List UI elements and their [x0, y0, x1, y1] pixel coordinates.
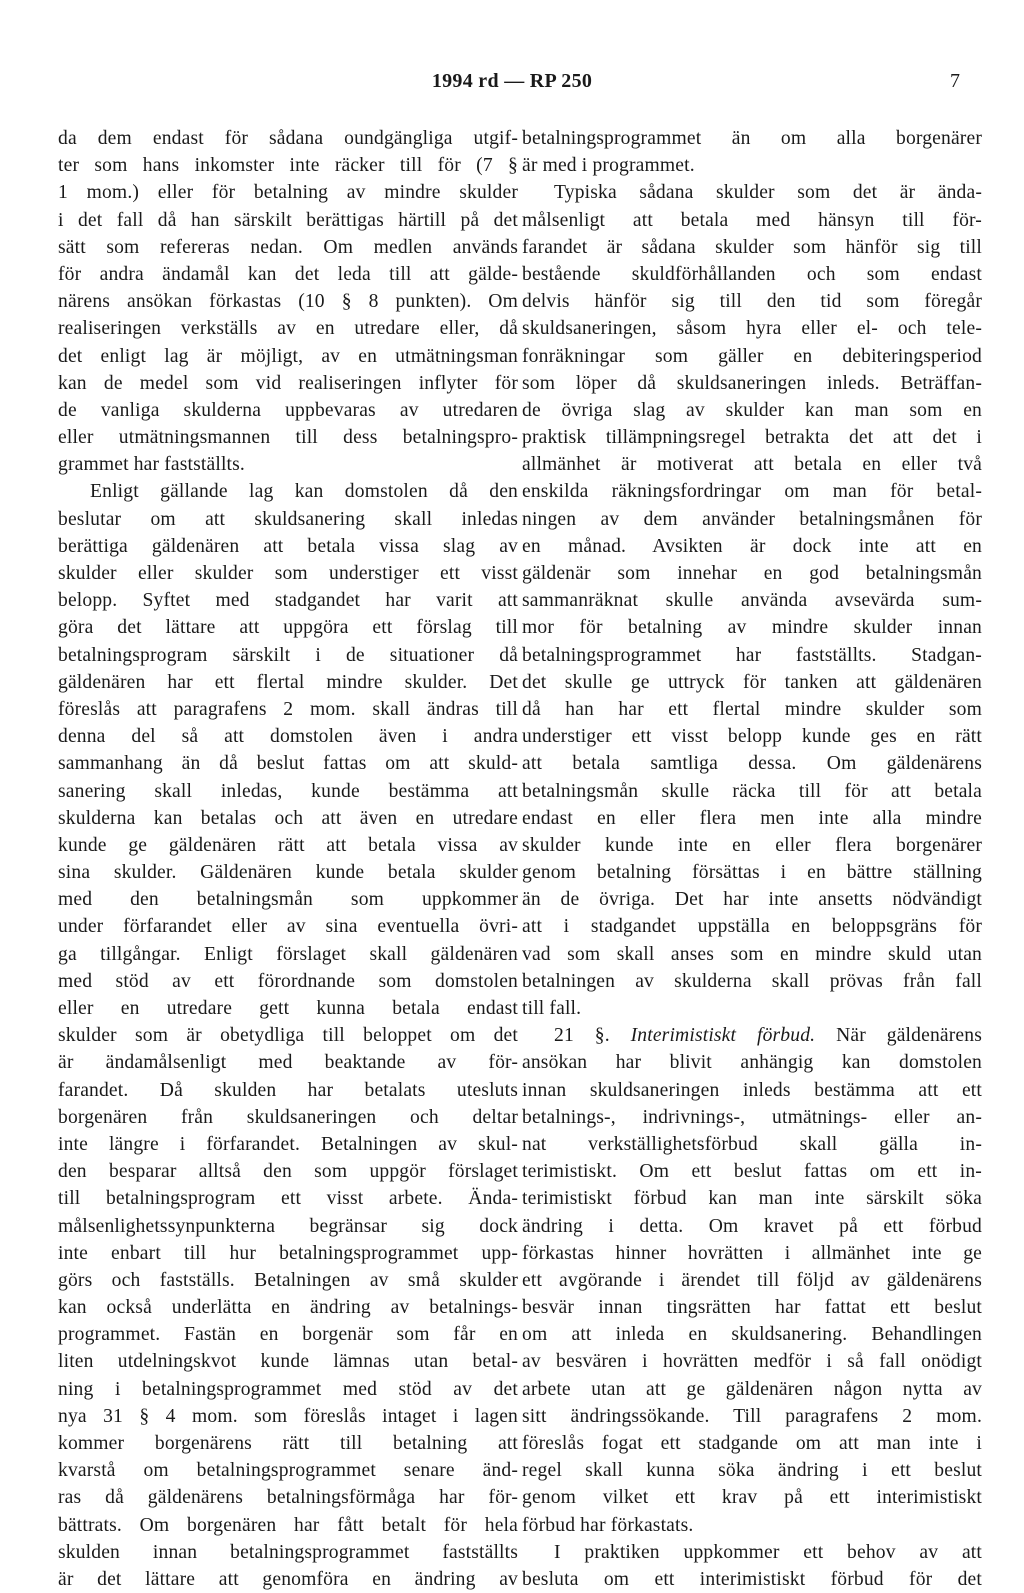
text-line: görs och fastställs. Betalningen av små skulder	[58, 1269, 518, 1291]
text-line: inte längre i förfarandet. Betalningen av skul-	[58, 1133, 518, 1155]
text-line: ningen av dem använder betalningsmånen för	[522, 508, 982, 530]
text-line: praktisk tillämpningsregel betrakta det att det i	[522, 427, 982, 449]
text-line: skulder kunde inte en eller flera borgenärer	[522, 834, 982, 856]
text-line: borgenären från skuldsaneringen och deltar	[58, 1106, 518, 1128]
text-line: än de övriga. Det har inte ansetts nödvändigt	[522, 889, 982, 911]
text-line: om att inleda en skuldsanering. Behandlingen	[522, 1324, 982, 1346]
text-line: då han har ett flertal mindre skulder som	[522, 698, 982, 720]
section-number: 21 §.	[554, 1025, 631, 1047]
text-line: genom betalning försättas i en bättre ställning	[522, 862, 982, 884]
text-line: mor för betalning av mindre skulder innan	[522, 617, 982, 639]
text-line: föreslås fogat ett stadgande om att man inte i	[522, 1433, 982, 1454]
text-line: att i stadgandet uppställa en beloppsgräns för	[522, 916, 982, 938]
text-line: betalningsprogrammet har fastställts. Stadgan-	[522, 644, 982, 666]
text-line: allmänhet är motiverat att betala en eller två	[522, 454, 982, 476]
text-line: bättrats. Om borgenären har fått betalt för hela	[58, 1514, 518, 1536]
text-line: vad som skall anses som en mindre skuld utan	[522, 943, 982, 965]
text-line: understiger ett visst belopp kunde ges en rätt	[522, 726, 982, 748]
text-line: programmet. Fastän en borgenär som får en	[58, 1324, 518, 1346]
text-line: innan skuldsaneringen inleds bestämma att ett	[522, 1079, 982, 1101]
text-line: 1 mom.) eller för betalning av mindre skulder	[58, 182, 518, 204]
text-line: beslutar om att skuldsanering skall inledas	[58, 508, 518, 530]
text-line: närens ansökan förkastas (10 § 8 punkten). Om	[58, 291, 518, 313]
text-line: betalningsmån skulle räcka till för att betala	[522, 780, 982, 802]
text-line: inte enbart till hur betalningsprogrammet upp-	[58, 1242, 518, 1264]
text-line: skulder eller skulder som understiger ett visst	[58, 563, 518, 584]
text-line: i det fall då han särskilt berättigas härtill på det	[58, 209, 518, 231]
text-line: realiseringen verkställs av en utredare eller, då	[58, 318, 518, 340]
text-line: de vanliga skulderna uppbevaras av utredaren	[58, 399, 518, 421]
text-line: till fall.	[522, 998, 582, 1019]
text-line: skulderna kan betalas och att även en utredare	[58, 807, 518, 829]
text-line: ansökan har blivit anhängig kan domstolen	[522, 1052, 982, 1074]
text-line: av besvären i hovrätten medför i så fall onödigt	[522, 1351, 982, 1373]
text-line: de övriga slag av skulder kan man som en	[522, 399, 982, 421]
text-line: en månad. Avsikten är dock inte att en	[522, 535, 982, 557]
text-line: betalnings-, indrivnings-, utmätnings- eller an-	[522, 1106, 982, 1128]
page-number: 7	[950, 70, 960, 92]
text-line: kommer borgenärens rätt till betalning att	[58, 1433, 518, 1454]
text-line: eller utmätningsmannen till dess betalningspro-	[58, 427, 518, 449]
text-line: delvis hänför sig till den tid som föregår	[522, 291, 982, 313]
section-heading: Interimistiskt förbud.	[630, 1025, 816, 1047]
text-line: farandet är sådana skulder som hänför sig till	[522, 236, 982, 258]
text-line: ändring i detta. Om kravet på ett förbud	[522, 1215, 982, 1237]
text-line: kvarstå om betalningsprogrammet senare änd-	[58, 1460, 518, 1482]
text-line: Typiska sådana skulder som det är ända-	[554, 182, 982, 204]
text-line: föreslås att paragrafens 2 mom. skall ändras till	[58, 698, 518, 720]
text-fragment: När gäldenärens	[815, 1025, 982, 1047]
text-line: skulder som är obetydliga till beloppet om det	[58, 1025, 518, 1047]
text-line: farandet. Då skulden har betalats utesluts	[58, 1079, 518, 1101]
text-line: denna del så att domstolen även i andra	[58, 726, 518, 748]
text-line: är ändamålsenligt med beaktande av för-	[58, 1052, 518, 1074]
text-line: nya 31 § 4 mom. som föreslås intaget i lagen	[58, 1405, 518, 1427]
running-header: 1994 rd — RP 250	[431, 70, 593, 92]
text-line: enskilda räkningsfordringar om man för betal-	[522, 481, 982, 503]
text-line: da dem endast för sådana oundgängliga utgif-	[58, 128, 518, 149]
text-line: nat verkställighetsförbud skall gälla in-	[522, 1133, 982, 1155]
text-line: till betalningsprogram ett visst arbete. Ända-	[58, 1188, 518, 1210]
text-line: målsenligt att betala med hänsyn till för-	[522, 209, 982, 231]
text-line: sätt som refereras nedan. Om medlen används	[58, 236, 518, 258]
text-line: gäldenär som innehar en god betalningsmån	[522, 563, 982, 584]
text-line: det skulle ge uttryck för tanken att gäldenären	[522, 671, 982, 693]
text-line: fonräkningar som gäller en debiteringsperiod	[522, 345, 982, 367]
text-line: att betala samtliga dessa. Om gäldenärens	[522, 753, 982, 775]
text-line: ter som hans inkomster inte räcker till för (7 §	[58, 155, 518, 177]
text-line: förkastas hinner hovrätten i allmänhet inte ge	[522, 1242, 982, 1264]
text-line: för andra ändamål kan det leda till att gälde-	[58, 263, 518, 285]
right-text-column	[522, 125, 982, 1593]
text-line: sitt ändringssökande. Till paragrafens 2 mom.	[522, 1405, 982, 1427]
text-line: belopp. Syftet med stadgandet har varit att	[58, 590, 518, 612]
text-line: terimistiskt. Om ett beslut fattas om ett in-	[522, 1161, 982, 1183]
text-line: ett avgörande i ärendet till följd av gäldenärens	[522, 1269, 982, 1291]
text-line: är med i programmet.	[522, 155, 695, 177]
page-header	[0, 70, 1024, 100]
text-line: gäldenären har ett flertal mindre skulder. Det	[58, 671, 518, 693]
text-line: arbete utan att ge gäldenären någon nytta av	[522, 1378, 982, 1400]
text-line: betalningsprogram särskilt i de situationer då	[58, 644, 518, 666]
text-line: kunde ge gäldenären rätt att betala vissa av	[58, 834, 518, 856]
text-line: det enligt lag är möjligt, av en utmätningsman	[58, 345, 518, 367]
text-line: skuldsaneringen, såsom hyra eller el- och tele-	[522, 318, 982, 340]
text-line: besluta om ett interimistiskt förbud för det	[522, 1568, 982, 1590]
text-line: skulden innan betalningsprogrammet fastställts	[58, 1541, 518, 1563]
text-line: göra det lättare att uppgöra ett förslag till	[58, 617, 518, 639]
text-line: med stöd av ett förordnande som domstolen	[58, 970, 518, 992]
text-line: besvär innan tingsrätten har fattat ett beslut	[522, 1297, 982, 1319]
text-line	[522, 1022, 982, 1049]
text-line: sammanhang än då beslut fattas om att skuld-	[58, 753, 518, 775]
text-line: under förfarandet eller av sina eventuella övri-	[58, 916, 518, 938]
text-line: bestående skuldförhållanden och som endast	[522, 263, 982, 285]
text-line: förbud har förkastats.	[522, 1514, 694, 1536]
text-line: sanering skall inledas, kunde bestämma att	[58, 780, 518, 802]
text-line: regel skall kunna söka ändring i ett beslut	[522, 1460, 982, 1482]
text-line: liten utdelningskvot kunde lämnas utan betal-	[58, 1351, 518, 1373]
text-line: ras då gäldenärens betalningsförmåga har för-	[58, 1487, 518, 1509]
text-line: kan också underlätta en ändring av betalnings-	[58, 1297, 518, 1319]
text-line: målsenlighetssynpunkterna begränsar sig dock	[58, 1215, 518, 1237]
text-line: grammet har fastställts.	[58, 454, 245, 476]
text-line: sammanräknat skulle använda avsevärda sum-	[522, 590, 982, 612]
left-text-column	[58, 125, 518, 1593]
text-line: Enligt gällande lag kan domstolen då den	[90, 481, 518, 503]
text-line: I praktiken uppkommer ett behov av att	[554, 1541, 982, 1563]
text-line: som löper då skuldsaneringen inleds. Beträffan-	[522, 372, 982, 394]
text-line: kan de medel som vid realiseringen inflyter för	[58, 372, 518, 394]
text-line: med den betalningsmån som uppkommer	[58, 889, 518, 911]
text-line: den besparar alltså den som uppgör förslaget	[58, 1161, 518, 1183]
text-line: sina skulder. Gäldenären kunde betala skulder	[58, 862, 518, 884]
text-line: terimistiskt förbud kan man inte särskilt söka	[522, 1188, 982, 1210]
text-line: eller en utredare gett kunna betala endast	[58, 998, 518, 1019]
text-line: ning i betalningsprogrammet med stöd av det	[58, 1378, 518, 1400]
text-line: betalningen av skulderna skall prövas från fall	[522, 970, 982, 992]
text-line: är det lättare att genomföra en ändring av	[58, 1568, 518, 1590]
text-line: betalningsprogrammet än om alla borgenärer	[522, 128, 982, 149]
text-line: berättiga gäldenären att betala vissa slag av	[58, 535, 518, 557]
text-line: genom vilket ett krav på ett interimistiskt	[522, 1487, 982, 1509]
text-line: ga tillgångar. Enligt förslaget skall gäldenären	[58, 943, 518, 965]
text-line: endast en eller flera men inte alla mindre	[522, 807, 982, 829]
